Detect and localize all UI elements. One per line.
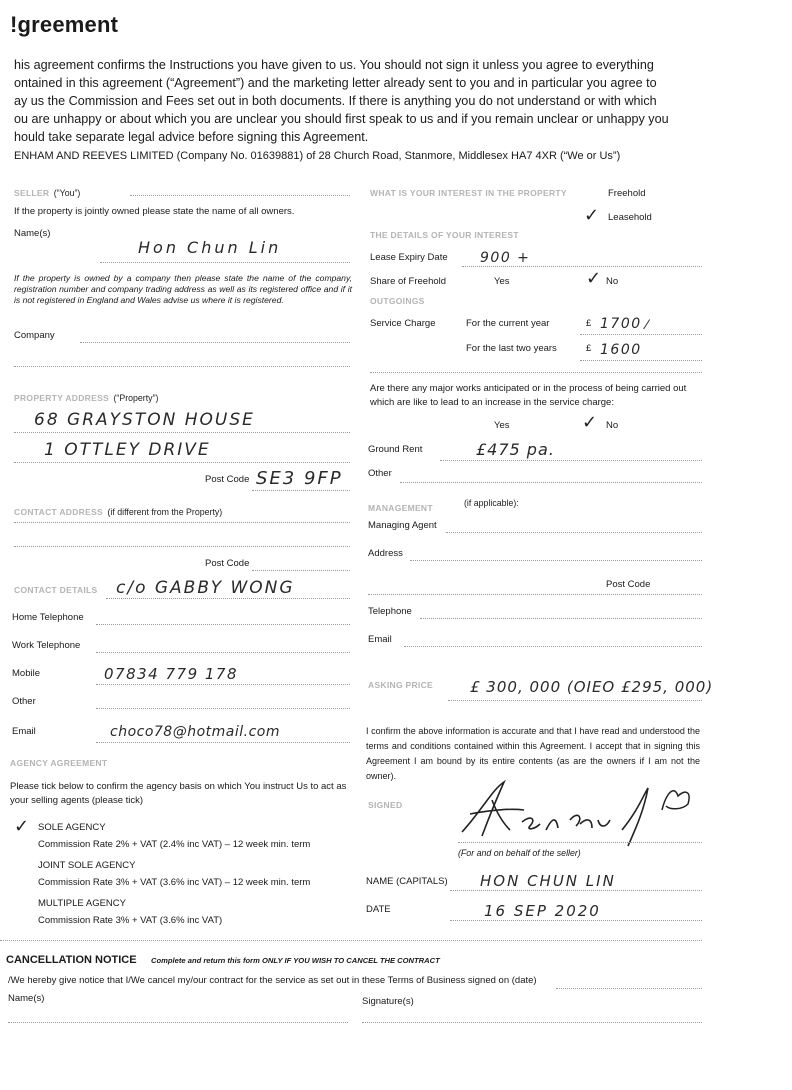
intro-paragraph xyxy=(14,56,784,146)
management-email-label: Email xyxy=(368,634,392,645)
share-of-freehold-label: Share of Freehold xyxy=(370,276,447,287)
signed-heading: SIGNED xyxy=(368,800,403,810)
current-year-value[interactable]: 1700 xyxy=(600,316,642,332)
management-telephone-label: Telephone xyxy=(368,606,412,617)
cancellation-signature-label: Signature(s) xyxy=(362,996,414,1007)
property-line2[interactable]: 1 OTTLEY DRIVE xyxy=(44,440,211,460)
last-two-years-currency: £ xyxy=(586,343,592,354)
current-year-label: For the current year xyxy=(466,318,550,329)
document-title: ǃgreement xyxy=(10,12,119,37)
cancellation-title: CANCELLATION NOTICE xyxy=(6,954,137,966)
interest-details-heading: THE DETAILS OF YOUR INTEREST xyxy=(370,230,519,240)
email-label: Email xyxy=(12,726,36,737)
cancellation-header xyxy=(6,950,440,968)
asking-price-heading: ASKING PRICE xyxy=(368,680,433,690)
seller-names-label: Name(s) xyxy=(14,228,51,239)
seller-heading xyxy=(14,183,80,201)
works-no-label: No xyxy=(606,420,619,431)
lease-expiry-label: Lease Expiry Date xyxy=(370,252,448,263)
last-two-years-label: For the last two years xyxy=(466,343,557,354)
works-yes-label: Yes xyxy=(494,420,510,431)
property-heading-suffix: (“Property”) xyxy=(113,393,159,403)
name-capitals-label: NAME (CAPITALS) xyxy=(366,876,448,887)
other-label: Other xyxy=(12,696,36,707)
seller-company-label: Company xyxy=(14,330,55,341)
contact-postcode-label: Post Code xyxy=(205,558,250,569)
contact-details-heading: CONTACT DETAILS xyxy=(14,585,98,595)
asking-price-value[interactable]: £ 300, 000 (OIEO £295, 000) xyxy=(470,678,714,696)
cancellation-note: Complete and return this form ONLY IF YOU WISH TO CANCEL THE CONTRACT xyxy=(151,956,440,965)
intro-line: hould take separate legal advice before signing this Agreement. xyxy=(14,130,369,144)
intro-line: his agreement confirms the Instructions you have given to us. You should not sign it unless you agree to everything xyxy=(14,58,654,72)
outgoings-other-label: Other xyxy=(368,468,392,479)
multiple-agency-detail: Commission Rate 3% + VAT (3.6% inc VAT) xyxy=(38,915,223,926)
ground-rent-value[interactable]: £475 pa. xyxy=(476,440,555,459)
date-label: DATE xyxy=(366,904,391,915)
property-postcode-value[interactable]: SE3 9FP xyxy=(256,468,343,489)
sole-agency-detail: Commission Rate 2% + VAT (2.4% inc VAT) – 12 week min. term xyxy=(38,839,311,850)
mobile-value[interactable]: 07834 779 178 xyxy=(104,665,239,683)
home-telephone-label: Home Telephone xyxy=(12,612,84,623)
name-capitals-value[interactable]: HON CHUN LIN xyxy=(480,872,616,890)
works-no-checkmark[interactable]: ✓ xyxy=(582,412,598,433)
current-year-currency: £ xyxy=(586,318,592,329)
email-value[interactable]: choco78@hotmail.com xyxy=(110,724,280,740)
intro-line: ay us the Commission and Fees set out in both documents. If there is anything you do not understand or with which xyxy=(14,94,657,108)
confirmation-text: I confirm the above information is accurate and that I have read and understood the terms and conditions contained within this Agreement. I accept that in signing this Agreement I am bound by its entire contents (as are the owners if I am not the owner). xyxy=(366,726,700,781)
signed-behalf-note: (For and on behalf of the seller) xyxy=(458,848,581,858)
intro-line: ontained in this agreement (“Agreement”) and the marketing letter already sent to you and in particular you agree to xyxy=(14,76,657,90)
current-year-slash-icon: ⁄ xyxy=(646,316,649,332)
seller-company-note: If the property is owned by a company then please state the name of the company, registration number and company trading address as well as its registered office and if it is not registered in England and Wales advise us where it is registered. xyxy=(14,273,352,305)
mobile-label: Mobile xyxy=(12,668,40,679)
freehold-label: Freehold xyxy=(608,188,646,199)
managing-agent-label: Managing Agent xyxy=(368,520,437,531)
signature-image xyxy=(452,770,702,850)
management-heading-label: MANAGEMENT xyxy=(368,503,433,513)
cancellation-name-label: Name(s) xyxy=(8,993,45,1004)
seller-names-value[interactable]: Hon Chun Lin xyxy=(138,238,282,257)
last-two-years-value[interactable]: 1600 xyxy=(600,342,642,358)
contact-address-heading-suffix: (if different from the Property) xyxy=(107,507,223,517)
leasehold-label: Leasehold xyxy=(608,212,652,223)
share-no-label: No xyxy=(606,276,619,287)
seller-heading-label: SELLER xyxy=(14,188,50,198)
date-value[interactable]: 16 SEP 2020 xyxy=(484,902,601,920)
contact-address-heading xyxy=(14,502,222,520)
property-line1[interactable]: 68 GRAYSTON HOUSE xyxy=(34,410,255,430)
management-suffix: (if applicable): xyxy=(464,498,519,508)
management-address-label: Address xyxy=(368,548,403,559)
leasehold-checkmark[interactable]: ✓ xyxy=(584,205,600,226)
multiple-agency-title: MULTIPLE AGENCY xyxy=(38,898,126,909)
seller-joint-note: If the property is jointly owned please state the name of all owners. xyxy=(14,206,295,217)
property-heading xyxy=(14,388,158,406)
interest-heading: WHAT IS YOUR INTEREST IN THE PROPERTY xyxy=(370,188,567,198)
management-postcode-label: Post Code xyxy=(606,579,651,590)
lease-expiry-value[interactable]: 900 + xyxy=(480,250,531,266)
share-yes-label: Yes xyxy=(494,276,510,287)
sole-agency-checkmark[interactable]: ✓ xyxy=(14,816,30,837)
company-line: ENHAM AND REEVES LIMITED (Company No. 01639881) of 28 Church Road, Stanmore, Middlesex HA7 4XR (“We or Us”) xyxy=(14,150,621,162)
share-no-checkmark[interactable]: ✓ xyxy=(586,268,602,289)
agency-heading: AGENCY AGREEMENT xyxy=(10,758,108,768)
work-telephone-label: Work Telephone xyxy=(12,640,81,651)
intro-line: ou are unhappy or about which you are unclear you should first speak to us and if you remain unclear or unhappy you xyxy=(14,112,669,126)
ground-rent-label: Ground Rent xyxy=(368,444,423,455)
outgoings-heading: OUTGOINGS xyxy=(370,296,425,306)
service-charge-label: Service Charge xyxy=(370,318,436,329)
joint-sole-agency-title: JOINT SOLE AGENCY xyxy=(38,860,136,871)
property-heading-label: PROPERTY ADDRESS xyxy=(14,393,110,403)
contact-address-heading-label: CONTACT ADDRESS xyxy=(14,507,104,517)
major-works-question: Are there any major works anticipated or in the process of being carried out which are like to lead to an increase in the service charge: xyxy=(370,383,687,408)
sole-agency-title: SOLE AGENCY xyxy=(38,822,106,833)
contact-details-value[interactable]: c/o GABBY WONG xyxy=(116,578,295,598)
agency-instruction: Please tick below to confirm the agency basis on which You instruct Us to act as your selling agents (please tick) xyxy=(10,781,347,806)
seller-heading-suffix: (“You”) xyxy=(53,188,81,198)
cancellation-text: /We hereby give notice that I/We cancel my/our contract for the service as set out in these Terms of Business signed on (date) xyxy=(8,975,537,986)
joint-sole-agency-detail: Commission Rate 3% + VAT (3.6% inc VAT) – 12 week min. term xyxy=(38,877,311,888)
management-heading xyxy=(368,498,433,516)
property-postcode-label: Post Code xyxy=(205,474,250,485)
